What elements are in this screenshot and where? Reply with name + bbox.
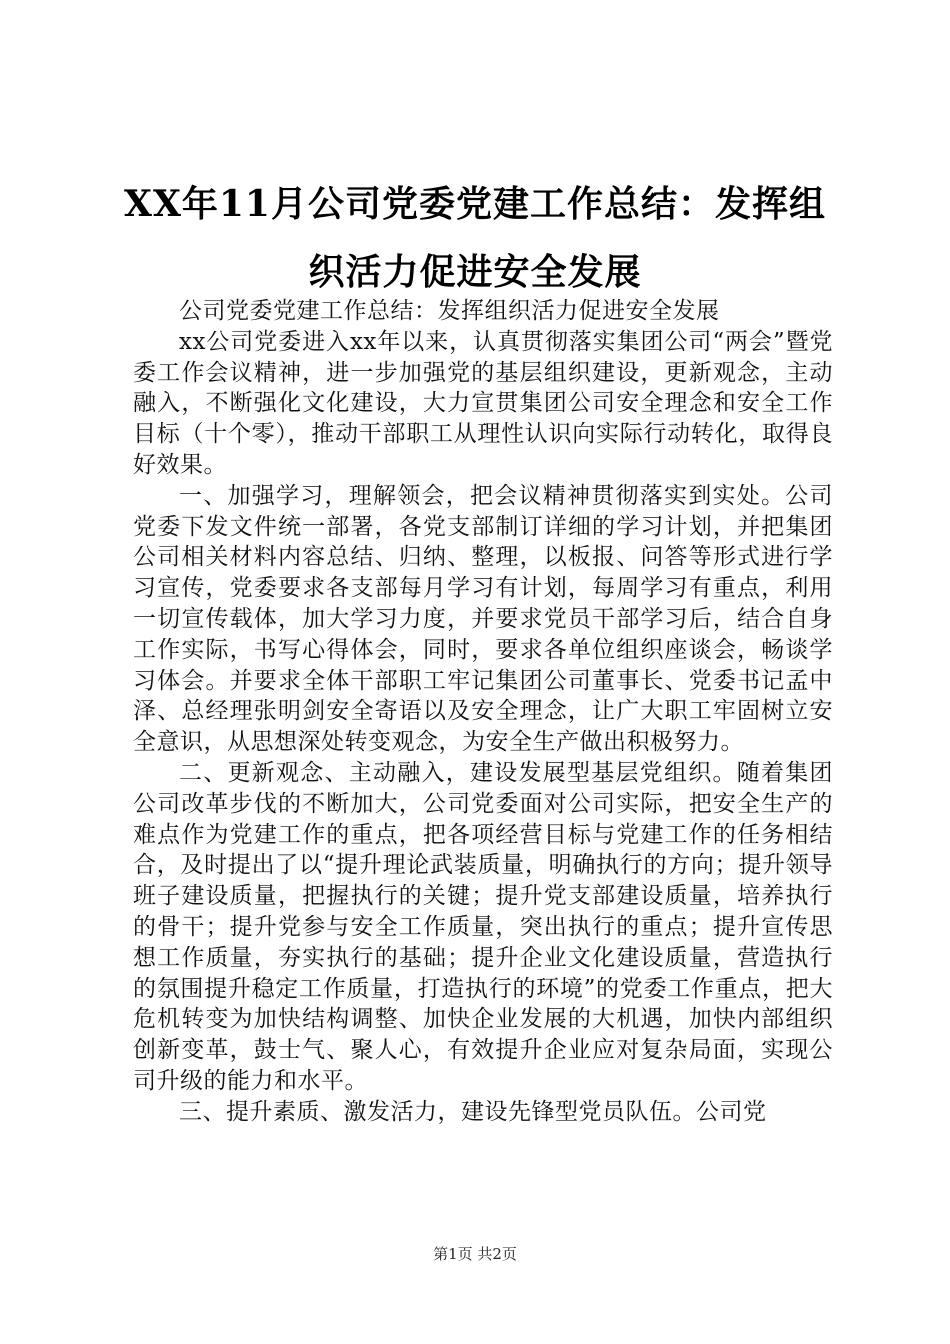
paragraph-section-3: 三、提升素质、激发活力，建设先锋型党员队伍。公司党 xyxy=(179,1098,767,1125)
document-title: XX年11月公司党委党建工作总结：发挥组织活力促进安全发展 xyxy=(124,183,826,293)
document-body xyxy=(133,296,833,1128)
paragraph-intro: xx公司党委进入xx年以来，认真贯彻落实集团公司“两会”暨党委工作会议精神，进一步加强党的基层组织建设，更新观念，主动融入，不断强化文化建设，大力宣贯集团公司安全理念和安全工作目标（十个零），推动干部职工从理性认识向实际行动转化，取得良好效果。 xyxy=(133,328,833,478)
paragraph-subtitle: 公司党委党建工作总结：发挥组织活力促进安全发展 xyxy=(179,298,720,324)
page-footer: 第1页 共2页 xyxy=(433,1245,517,1263)
paragraph-section-1: 一、加强学习，理解领会，把会议精神贯彻落实到实处。公司党委下发文件统一部署，各党支部制订详细的学习计划，并把集团公司相关材料内容总结、归纳、整理，以板报、问答等形式进行学习宣传，党委要求各支部每月学习有计划，每周学习有重点，利用一切宣传载体，加大学习力度，并要求党员干部学习后，结合自身工作实际，书写心得体会，同时，要求各单位组织座谈会，畅谈学习体会。并要求全体干部职工牢记集团公司董事长、党委书记孟中泽、总经理张明剑安全寄语以及安全理念，让广大职工牢固树立安全意识，从思想深处转变观念，为安全生产做出积极努力。 xyxy=(133,482,833,756)
paragraph-section-2: 二、更新观念、主动融入，建设发展型基层党组织。随着集团公司改革步伐的不断加大，公司党委面对公司实际，把安全生产的难点作为党建工作的重点，把各项经营目标与党建工作的任务相结合，及时提出了以“提升理论武装质量，明确执行的方向；提升领导班子建设质量，把握执行的关键；提升党支部建设质量，培养执行的骨干；提升党参与安全工作质量，突出执行的重点；提升宣传思想工作质量，夯实执行的基础；提升企业文化建设质量，营造执行的氛围提升稳定工作质量，打造执行的环境”的党委工作重点，把大危机转变为加快结构调整、加快企业发展的大机遇，加快内部组织创新变革，鼓士气、聚人心，有效提升企业应对复杂局面，实现公司升级的能力和水平。 xyxy=(133,759,833,1094)
